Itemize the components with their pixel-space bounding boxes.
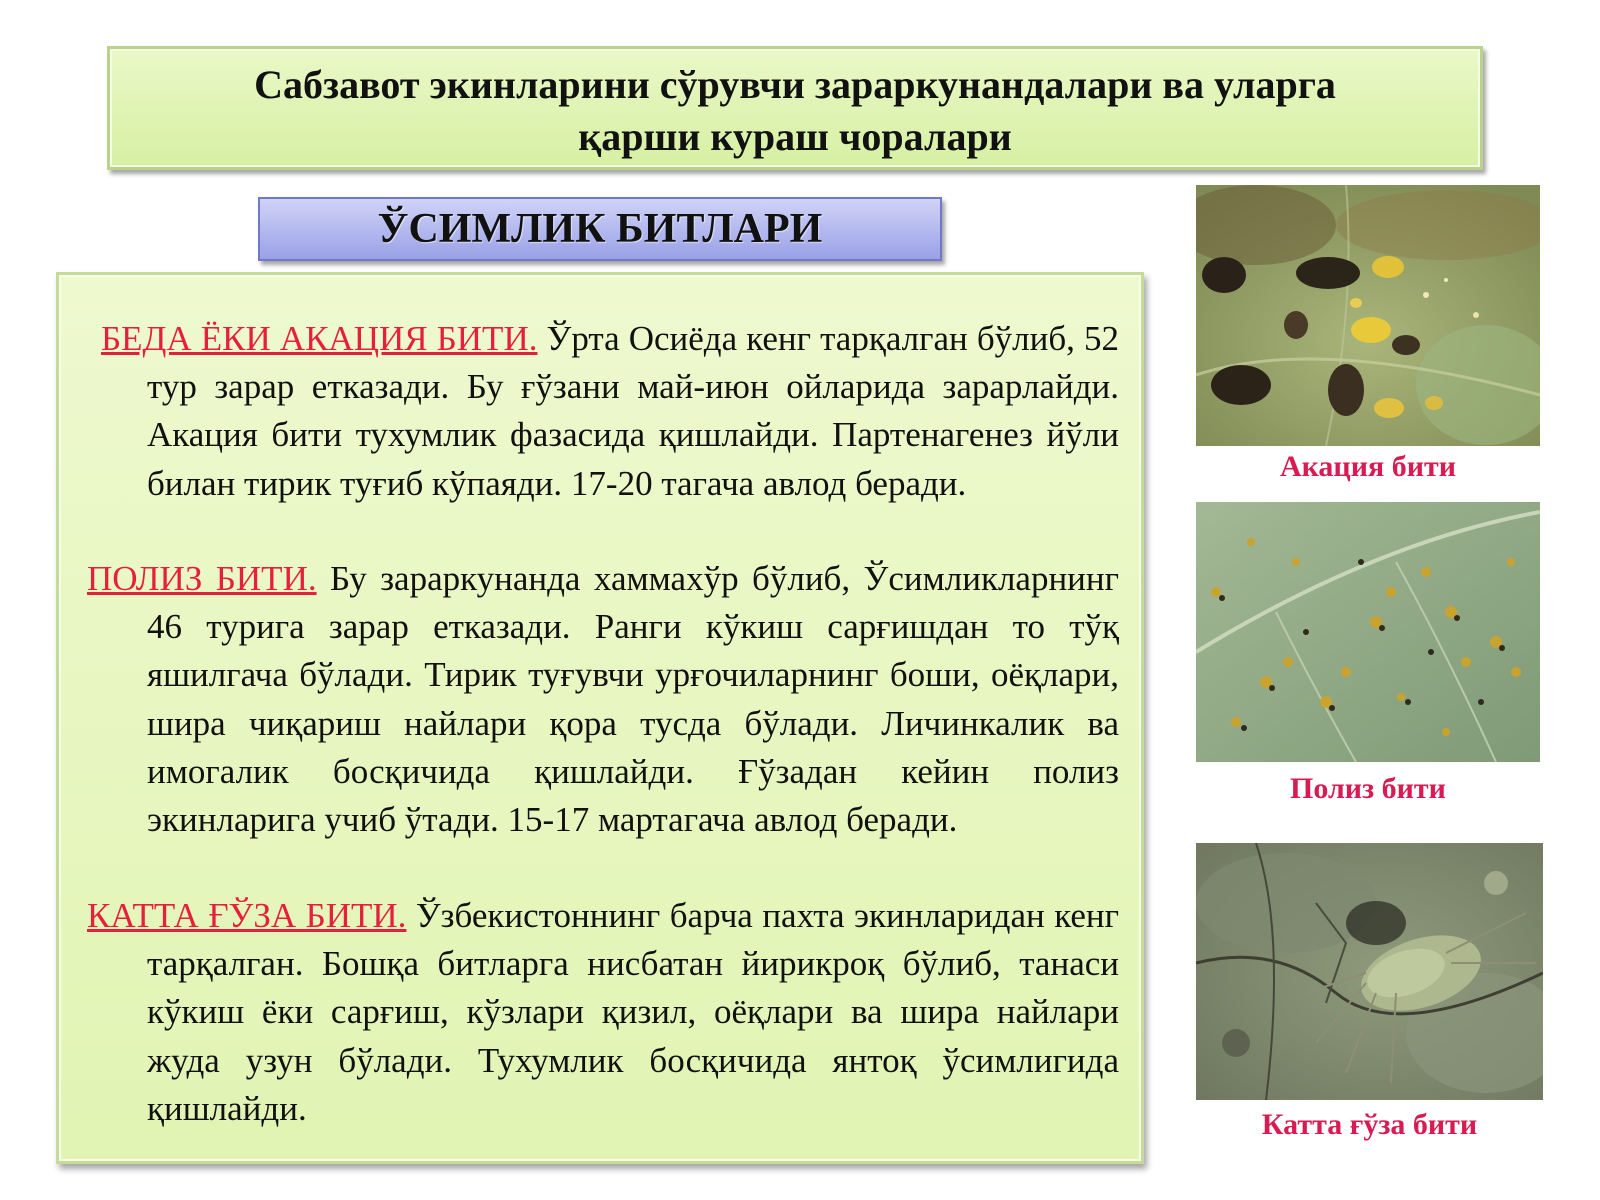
acacia-aphid-caption: Акация бити <box>1279 450 1457 483</box>
slide-title-line-2: қарши кураш чоралари <box>578 114 1012 159</box>
large-cotton-aphid-caption: Катта ғўза бити <box>1261 1108 1478 1141</box>
paragraph-label: БЕДА ЁКИ АКАЦИЯ БИТИ. <box>101 319 538 358</box>
melon-aphid-caption: Полиз бити <box>1290 772 1446 805</box>
slide-title-line-1: Сабзавот экинларини сўрувчи зараркунандалари ва уларга <box>254 62 1336 107</box>
paragraph-text: Бу зараркунанда хаммахўр бўлиб, Ўсимликларнинг 46 турига зарар етказади. Ранги кўкиш сарғишдан то тўқ яшилгача бўлади. Тирик туғувчи урғочиларнинг боши, оёқлари, шира чиқариш найлари қора тусда бўлади. Личинкалик ва имогалик босқичида қишлайди. Ғўзадан кейин полиз экинларига учиб ўтади. 15-17 мартагача авлод беради. <box>147 559 1119 840</box>
paragraph-melon-aphid <box>87 555 1119 844</box>
paragraph-label: КАТТА ҒЎЗА БИТИ. <box>87 896 407 935</box>
melon-aphid-photo <box>1196 502 1540 762</box>
paragraph-large-cotton-aphid <box>87 892 1119 1133</box>
content-panel <box>56 272 1144 1164</box>
paragraph-label: ПОЛИЗ БИТИ. <box>87 559 317 598</box>
acacia-aphid-photo <box>1196 185 1540 446</box>
paragraph-text: Ўзбекистоннинг барча пахта экинларидан кенг тарқалган. Бошқа битларга нисбатан йирикроқ бўлиб, танаси кўкиш ёки сарғиш, кўзлари қизил, оёқлари ва шира найлари жуда узун бўлади. Тухумлик босқичида янтоқ ўсимлигида қишлайди. <box>147 896 1119 1128</box>
paragraph-text: Ўрта Осиёда кенг тарқалган бўлиб, 52 тур зарар етказади. Бу ғўзани май-июн ойларида зарарлайди. Акация бити тухумлик фазасида қишлайди. Партенагенез йўли билан тирик туғиб кўпаяди. 17-20 тагача авлод беради. <box>147 319 1119 503</box>
slide-title <box>107 46 1483 170</box>
section-header: ЎСИМЛИК БИТЛАРИ <box>258 197 942 261</box>
paragraph-acacia-aphid <box>87 315 1119 508</box>
large-cotton-aphid-photo <box>1196 843 1543 1100</box>
